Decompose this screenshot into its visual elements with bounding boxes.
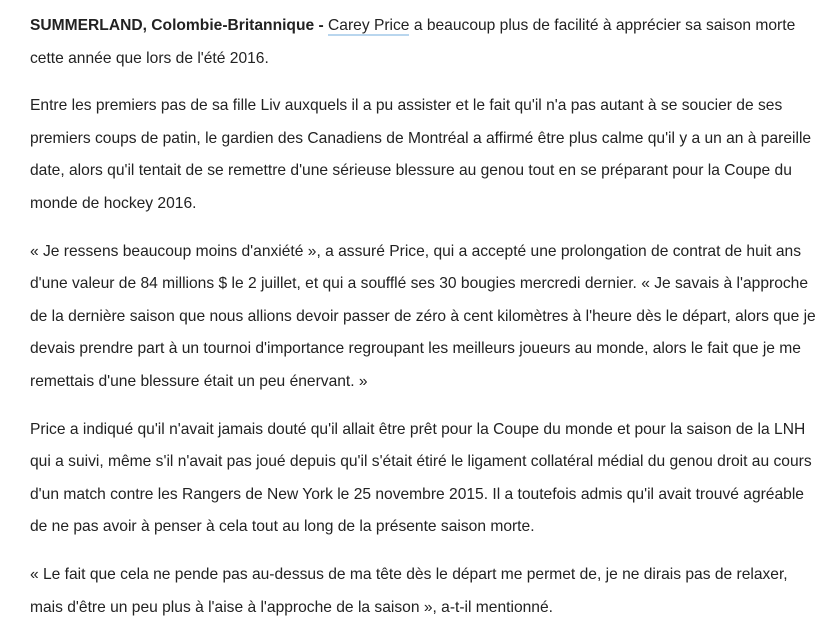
- paragraph-1: [30, 10, 820, 75]
- article-body: [30, 10, 820, 639]
- paragraph-2: Entre les premiers pas de sa fille Liv auxquels il a pu assister et le fait qu'il n'a pas autant à se soucier de ses premiers coups de patin, le gardien des Canadiens de Montréal a affirmé être plus calme qu'il y a un an à pareille date, alors qu'il tentait de se remettre d'une sérieuse blessure au genou tout en se préparant pour la Coupe du monde de hockey 2016.: [30, 97, 812, 212]
- paragraph-1-text: a beaucoup plus de facilité à apprécier sa saison morte cette année que lors de l'été 2016.: [30, 17, 796, 67]
- dateline: SUMMERLAND, Colombie-Britannique -: [30, 17, 324, 34]
- paragraph-3: « Je ressens beaucoup moins d'anxiété », a assuré Price, qui a accepté une prolongation de contrat de huit ans d'une valeur de 84 millions $ le 2 juillet, et qui a soufflé ses 30 bougies mercredi dernier. « Je savais à l'approche de la dernière saison que nous allions devoir passer de zéro à cent kilomètres à l'heure dès le départ, alors que je devais prendre part à un tournoi d'importance regroupant les meilleurs joueurs au monde, alors le fait que je me remettais d'une blessure était un peu énervant. »: [30, 242, 816, 390]
- paragraph-5: « Le fait que cela ne pende pas au-dessus de ma tête dès le départ me permet de, je ne dirais pas de relaxer, mais d'être un peu plus à l'aise à l'approche de la saison », a-t-il mentionné.: [30, 565, 788, 616]
- carey-price-link[interactable]: Carey Price: [328, 17, 410, 34]
- paragraph-4: Price a indiqué qu'il n'avait jamais douté qu'il allait être prêt pour la Coupe du monde et pour la saison de la LNH qui a suivi, même s'il n'avait pas joué depuis qu'il s'était étiré le ligament collatéral médial du genou droit au cours d'un match contre les Rangers de New York le 25 novembre 2015. Il a toutefois admis qu'il avait trouvé agréable de ne pas avoir à penser à cela tout au long de la présente saison morte.: [30, 420, 812, 536]
